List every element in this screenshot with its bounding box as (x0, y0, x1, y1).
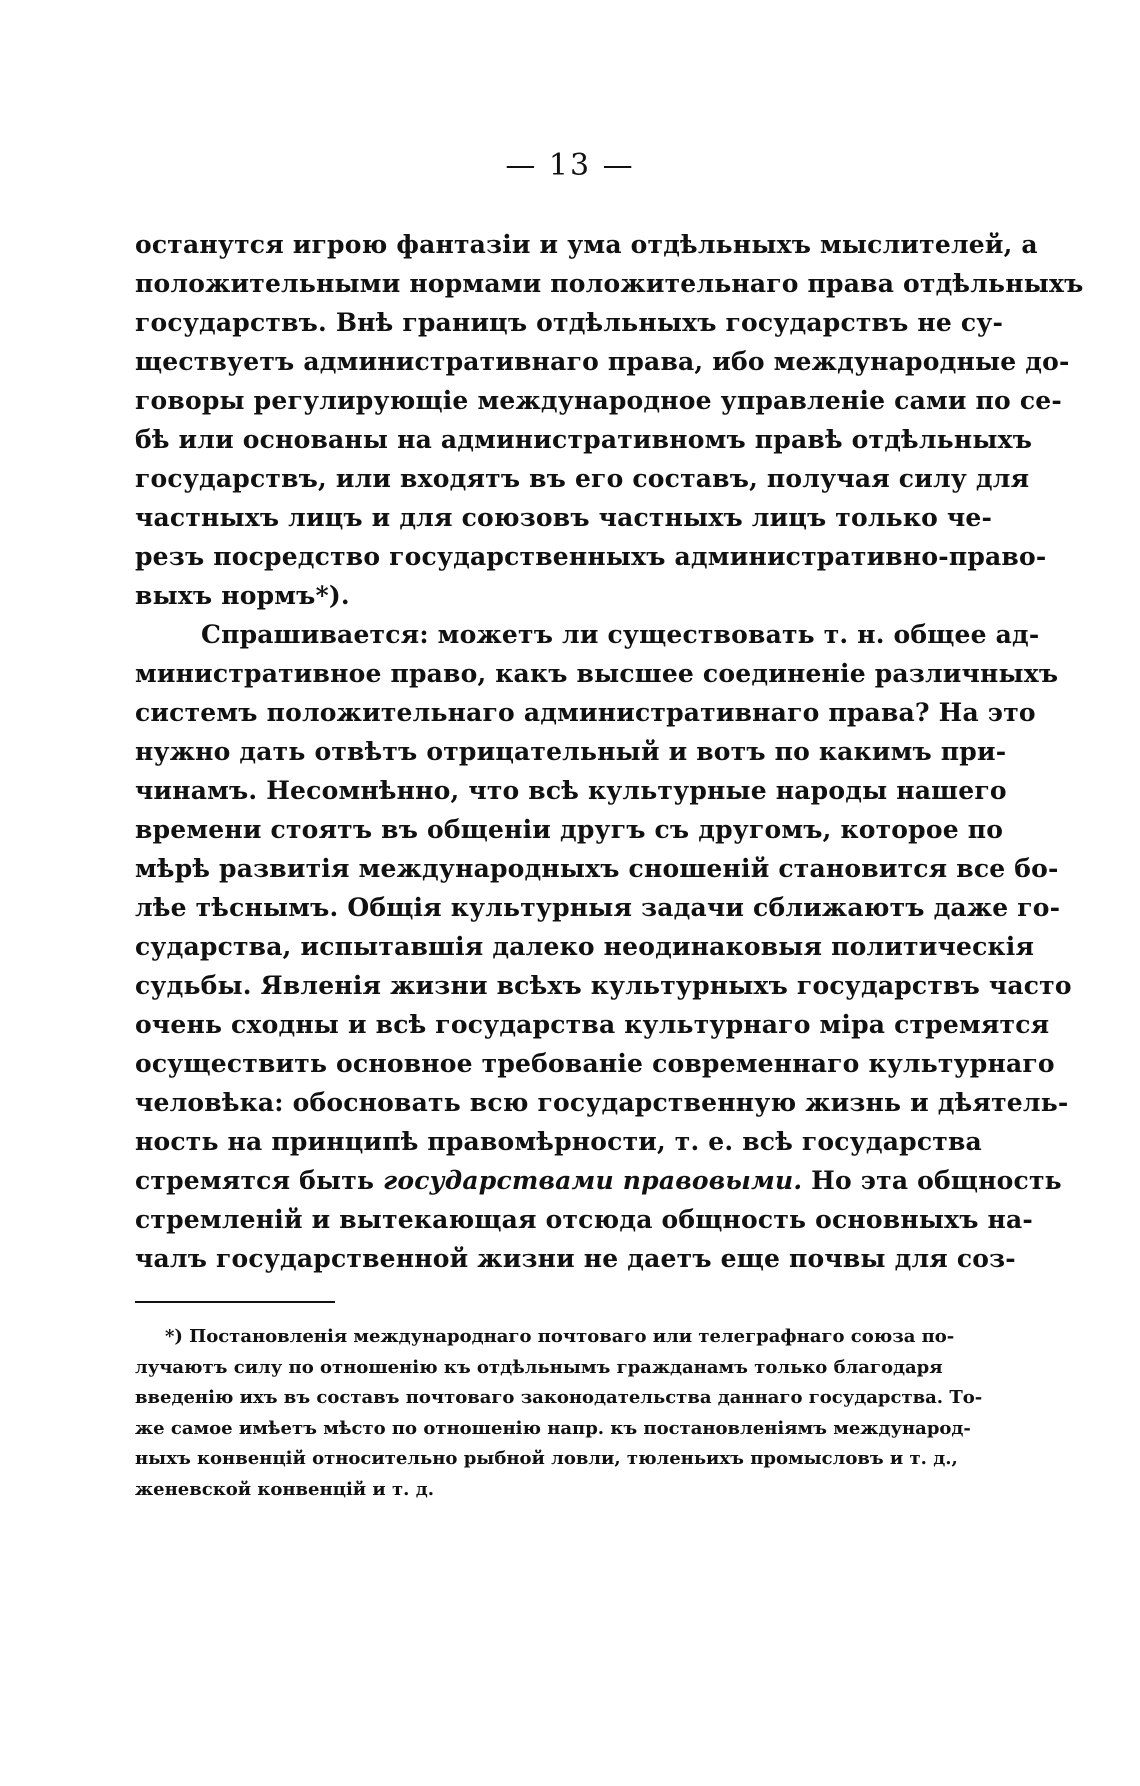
text-line: осуществить основное требованіе современнаго культурнаго (135, 1049, 1055, 1078)
page-number: — 13 — (505, 148, 635, 183)
body-text (135, 225, 1084, 1278)
text-run: Но эта общность (802, 1166, 1062, 1195)
text-line: государствъ. Внѣ границъ отдѣльныхъ государствъ не су- (135, 308, 1004, 337)
text-line: Спрашивается: можетъ ли существовать т. н. общее ад- (201, 620, 1040, 649)
text-line: времени стоятъ въ общеніи другъ съ другомъ, которое по (135, 815, 1004, 844)
footnote-separator (135, 1301, 335, 1303)
footnote-line: женевской конвенцій и т. д. (135, 1478, 434, 1500)
text-line: нужно дать отвѣтъ отрицательный и вотъ по какимъ при- (135, 737, 1007, 766)
text-line: резъ посредство государственныхъ административно-право- (135, 542, 1047, 571)
text-line: останутся игрою фантазіи и ума отдѣльныхъ мыслителей, а (135, 230, 1038, 259)
text-line: мѣрѣ развитія международныхъ сношеній становится все бо- (135, 854, 1059, 883)
footnote-line: лучаютъ силу по отношенію къ отдѣльнымъ гражданамъ только благодаря (135, 1356, 943, 1378)
text-line: частныхъ лицъ и для союзовъ частныхъ лицъ только че- (135, 503, 993, 532)
text-line: судьбы. Явленія жизни всѣхъ культурныхъ государствъ часто (135, 971, 1072, 1000)
text-line: бѣ или основаны на административномъ правѣ отдѣльныхъ (135, 425, 1033, 454)
paragraph (135, 615, 1072, 1278)
footnote-line: ныхъ конвенцій относительно рыбной ловли, тюленьихъ промысловъ и т. д., (135, 1448, 958, 1469)
footnote-line: введенію ихъ въ составъ почтоваго законодательства даннаго государства. То- (135, 1387, 983, 1408)
text-line: человѣка: обосновать всю государственную жизнь и дѣятель- (135, 1088, 1069, 1117)
text-line: говоры регулирующіе международное управленіе сами по се- (135, 386, 1062, 415)
text-line: чинамъ. Несомнѣнно, что всѣ культурные народы нашего (135, 776, 1007, 805)
paragraph (135, 225, 1084, 615)
text-line: лѣе тѣснымъ. Общія культурныя задачи сближаютъ даже го- (135, 893, 1061, 922)
emphasis-text: государствами правовыми. (383, 1166, 803, 1195)
text-line: ность на принципѣ правомѣрности, т. е. всѣ государства (135, 1127, 982, 1156)
text-line: государствъ, или входятъ въ его составъ, получая силу для (135, 464, 1030, 493)
text-line: выхъ нормъ*). (135, 581, 350, 610)
footnote-line: же самое имѣетъ мѣсто по отношенію напр. къ постановленіямъ международ- (135, 1417, 971, 1439)
footnote (135, 1322, 983, 1505)
text-line-with-emphasis (135, 1161, 1062, 1200)
text-line: положительными нормами положительнаго права отдѣльныхъ (135, 269, 1084, 298)
text-line: стремленій и вытекающая отсюда общность основныхъ на- (135, 1205, 1033, 1234)
text-line: системъ положительнаго административнаго права? На это (135, 698, 1036, 727)
text-line: чалъ государственной жизни не даетъ еще почвы для соз- (135, 1244, 1016, 1273)
text-line: ществуетъ административнаго права, ибо международные до- (135, 347, 1070, 376)
text-line: очень сходны и всѣ государства культурнаго міра стремятся (135, 1010, 1050, 1039)
text-line: сударства, испытавшія далеко неодинаковыя политическія (135, 932, 1035, 961)
text-line: министративное право, какъ высшее соединеніе различныхъ (135, 659, 1059, 688)
text-run: стремятся быть (135, 1166, 384, 1195)
footnote-line: *) Постановленія международнаго почтоваго или телеграфнаго союза по- (165, 1326, 955, 1347)
